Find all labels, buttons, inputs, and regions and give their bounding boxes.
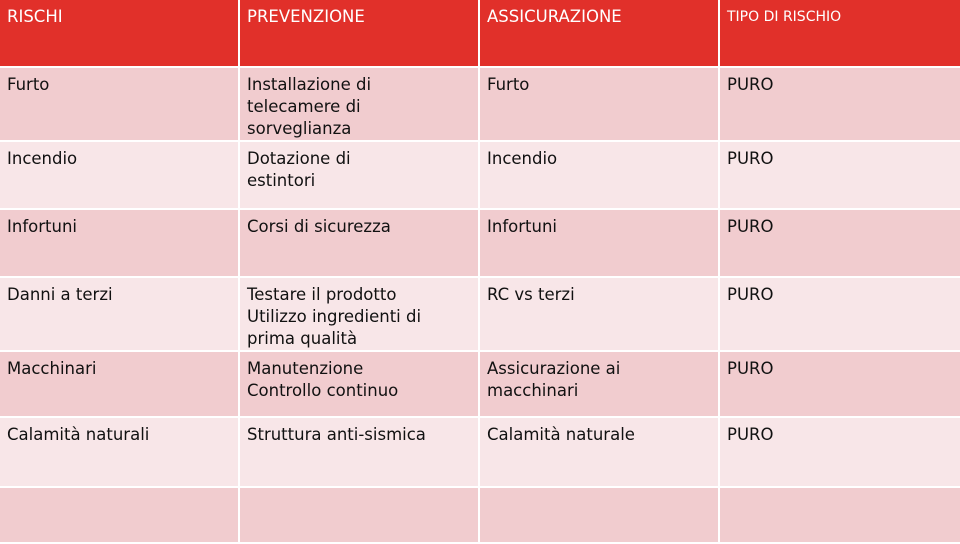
prevention-line: sorveglianza <box>247 119 352 138</box>
header-tipo-di-rischio: TIPO DI RISCHIO <box>720 0 960 68</box>
prevention-line: estintori <box>247 171 316 190</box>
insurance-line: Assicurazione ai <box>487 359 621 378</box>
cell-prevention <box>240 352 480 418</box>
prevention-line: Installazione di <box>247 75 372 94</box>
prevention-line: Controllo continuo <box>247 381 399 400</box>
cell-prevention <box>240 142 480 210</box>
table-row <box>0 352 960 418</box>
insurance-line: Furto <box>487 75 530 94</box>
cell-insurance <box>480 142 720 210</box>
header-prevenzione: PREVENZIONE <box>240 0 480 68</box>
header-row <box>0 0 960 68</box>
cell-risk: Furto <box>0 68 240 142</box>
cell-type: PURO <box>720 210 960 278</box>
header-rischi: RISCHI <box>0 0 240 68</box>
prevention-line: Struttura anti-sismica <box>247 425 426 444</box>
table-row <box>0 278 960 352</box>
cell-risk: Infortuni <box>0 210 240 278</box>
cell-prevention <box>240 278 480 352</box>
cell-risk: Calamità naturali <box>0 418 240 488</box>
table-row <box>0 418 960 488</box>
insurance-line: Infortuni <box>487 217 557 236</box>
cell-insurance <box>480 418 720 488</box>
cell-type: PURO <box>720 352 960 418</box>
insurance-line: Calamità naturale <box>487 425 635 444</box>
insurance-line: macchinari <box>487 381 579 400</box>
prevention-line: Testare il prodotto <box>247 285 397 304</box>
cell-risk: Danni a terzi <box>0 278 240 352</box>
cell-insurance <box>480 352 720 418</box>
table-row <box>0 142 960 210</box>
table-row <box>0 210 960 278</box>
prevention-line: Utilizzo ingredienti di <box>247 307 422 326</box>
cell-risk <box>0 488 240 544</box>
cell-insurance <box>480 488 720 544</box>
header-assicurazione: ASSICURAZIONE <box>480 0 720 68</box>
cell-prevention <box>240 418 480 488</box>
cell-type: PURO <box>720 418 960 488</box>
prevention-line: prima qualità <box>247 329 358 348</box>
cell-type: PURO <box>720 278 960 352</box>
cell-insurance <box>480 68 720 142</box>
cell-type: PURO <box>720 68 960 142</box>
prevention-line: Dotazione di <box>247 149 351 168</box>
cell-type <box>720 488 960 544</box>
insurance-line: Incendio <box>487 149 558 168</box>
cell-insurance <box>480 278 720 352</box>
prevention-line: Manutenzione <box>247 359 364 378</box>
cell-type: PURO <box>720 142 960 210</box>
prevention-line: Corsi di sicurezza <box>247 217 391 236</box>
table-row <box>0 68 960 142</box>
cell-risk: Incendio <box>0 142 240 210</box>
table-row-empty <box>0 488 960 544</box>
cell-prevention <box>240 210 480 278</box>
cell-prevention <box>240 68 480 142</box>
cell-prevention <box>240 488 480 544</box>
cell-insurance <box>480 210 720 278</box>
insurance-line: RC vs terzi <box>487 285 575 304</box>
prevention-line: telecamere di <box>247 97 361 116</box>
cell-risk: Macchinari <box>0 352 240 418</box>
